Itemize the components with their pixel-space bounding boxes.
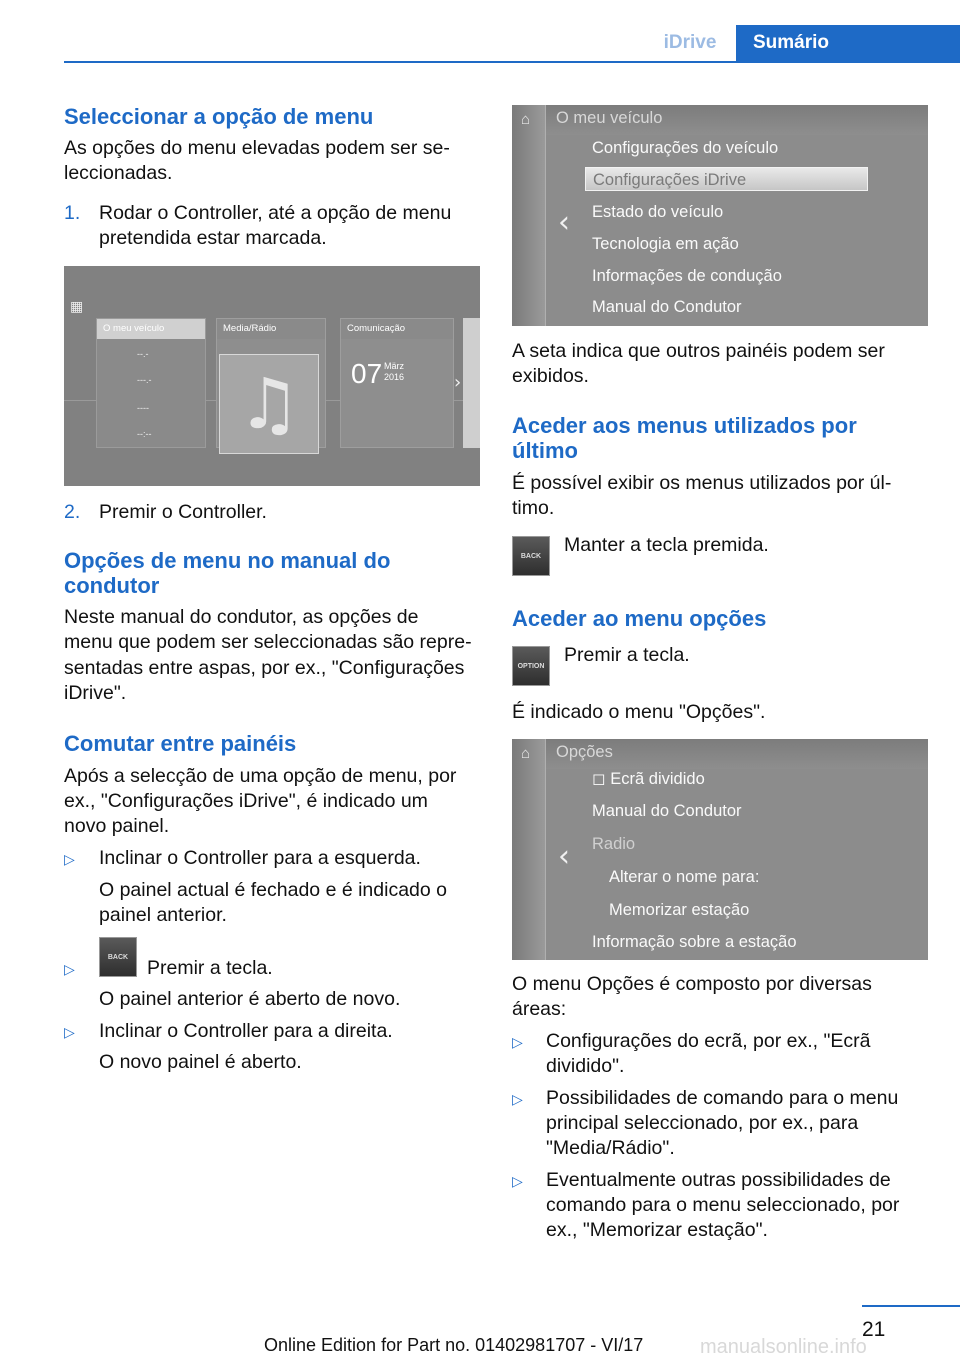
paragraph-last-l1: É possível exibir os menus utilizados por úl- [512, 472, 892, 494]
watermark: manualsonline.info [700, 1336, 867, 1358]
card-my-vehicle [96, 318, 206, 448]
footer-divider [862, 1305, 960, 1307]
menu-item: ◻ Ecrã dividido [592, 770, 705, 788]
paragraph-arrow-l1: A seta indica que outros painéis podem ser [512, 340, 885, 362]
step2-text: Premir o Controller. [99, 501, 267, 523]
menu-item-selected: Configurações iDrive [585, 167, 868, 191]
paragraph-arrow-l2: exibidos. [512, 365, 589, 387]
card-my-vehicle-title: O meu veículo [97, 319, 205, 339]
page-number: 21 [862, 1318, 886, 1341]
bullet3-sub: O novo painel é aberto. [99, 1051, 302, 1073]
paragraph-select-line2: leccionadas. [64, 162, 173, 184]
chevron-right-icon: › [454, 372, 462, 393]
bullet-icon: ▷ [512, 1034, 523, 1050]
date-month [384, 361, 404, 383]
bullet-icon: ▷ [64, 1024, 75, 1040]
heading-switch-panels: Comutar entre painéis [64, 731, 297, 756]
panels-icon: ▦ [70, 298, 84, 314]
rbullet2-l1: Possibilidades de comando para o menu [546, 1087, 899, 1109]
menu-item: Configurações do veículo [592, 139, 779, 157]
date-year: 2016 [384, 372, 405, 382]
menu-item: Alterar o nome para: [609, 868, 760, 886]
rbullet1-l1: Configurações do ecrã, por ex., "Ecrã [546, 1030, 871, 1052]
step-number-1: 1. [64, 202, 81, 224]
paragraph-options-l4: iDrive". [64, 682, 127, 704]
heading-menu-options-l1: Opções de menu no manual do [64, 548, 391, 573]
rbullet1-l2: dividido". [546, 1055, 625, 1077]
bullet-icon: ▷ [512, 1173, 523, 1189]
paragraph-switch-l3: novo painel. [64, 815, 170, 837]
bullet1-text: Inclinar o Controller para a esquerda. [99, 847, 421, 869]
home-icon: ⌂ [521, 111, 531, 128]
menu-item: Estado do veículo [592, 203, 724, 221]
header-divider [64, 61, 960, 63]
card-row-4: --:-- [137, 429, 152, 439]
back-key-icon: BACK [512, 536, 550, 576]
heading-last-menus-l2: último [512, 438, 578, 463]
rbullet3-l3: ex., "Memorizar estação". [546, 1219, 768, 1241]
date-month-name: März [384, 361, 404, 371]
option-key-icon: OPTION [512, 646, 550, 686]
screen-my-vehicle [512, 105, 928, 326]
card-row-3: ---- [137, 403, 149, 413]
card-communication-title: Comunicação [341, 319, 453, 339]
card-row-2: ---.- [137, 375, 152, 385]
paragraph-switch-l1: Após a selecção de uma opção de menu, por [64, 765, 457, 787]
chevron-left-icon: ‹ [558, 205, 570, 240]
idrive-panels-image [64, 266, 480, 486]
bullet-icon: ▷ [64, 851, 75, 867]
rbullet3-l2: comando para o menu seleccionado, por [546, 1194, 900, 1216]
heading-last-menus-l1: Aceder aos menus utilizados por [512, 413, 857, 438]
tab-idrive[interactable]: iDrive [663, 32, 717, 53]
step-number-2: 2. [64, 501, 81, 523]
bullet-icon: ▷ [512, 1091, 523, 1107]
paragraph-options-l3: sentadas entre aspas, por ex., "Configurações [64, 657, 465, 679]
menu-item: Memorizar estação [609, 901, 750, 919]
date-day: 07 [351, 358, 383, 389]
heading-options-menu: Aceder ao menu opções [512, 606, 767, 631]
back-key-icon: BACK [99, 937, 137, 977]
tab-sumario[interactable]: Sumário [736, 25, 960, 61]
paragraph-last-l2: timo. [512, 497, 555, 519]
bullet1-sub-l1: O painel actual é fechado e é indicado o [99, 879, 448, 901]
paragraph-areas-l1: O menu Opções é composto por diversas [512, 973, 872, 995]
rbullet2-l2: principal seleccionado, por ex., para [546, 1112, 859, 1134]
card-row-1: --.- [137, 349, 149, 359]
screen-title: O meu veículo [556, 109, 663, 127]
paragraph-options-shown: É indicado o menu "Opções". [512, 701, 766, 723]
heading-select-option: Seleccionar a opção de menu [64, 104, 374, 129]
heading-menu-options-l2: condutor [64, 573, 160, 598]
option-hint: Premir a tecla. [564, 644, 690, 666]
card-next [463, 318, 480, 448]
menu-item: Manual do Condutor [592, 802, 742, 820]
paragraph-switch-l2: ex., "Configurações iDrive", é indicado um [64, 790, 428, 812]
rbullet2-l3: "Media/Rádio". [546, 1137, 675, 1159]
screen-sidebar [512, 105, 546, 326]
step1-line2: pretendida estar marcada. [99, 227, 327, 249]
rbullet3-l1: Eventualmente outras possibilidades de [546, 1169, 891, 1191]
screen-options [512, 739, 928, 960]
music-note-icon: ♫ [219, 354, 319, 454]
step1-line1: Rodar o Controller, até a opção de menu [99, 202, 452, 224]
menu-item: Informação sobre a estação [592, 933, 797, 951]
bullet2-sub: O painel anterior é aberto de novo. [99, 988, 401, 1010]
home-icon: ⌂ [521, 745, 531, 762]
paragraph-options-l2: menu que podem ser seleccionadas são repre- [64, 631, 472, 653]
menu-item: Tecnologia em ação [592, 235, 739, 253]
bullet-icon: ▷ [64, 961, 75, 977]
screen-sidebar [512, 739, 546, 960]
bullet2-text: Premir a tecla. [147, 957, 273, 979]
bullet1-sub-l2: painel anterior. [99, 904, 227, 926]
paragraph-options-l1: Neste manual do condutor, as opções de [64, 606, 419, 628]
bullet3-text: Inclinar o Controller para a direita. [99, 1020, 393, 1042]
paragraph-select-line1: As opções do menu elevadas podem ser se- [64, 137, 450, 159]
back-hint: Manter a tecla premida. [564, 534, 769, 556]
chevron-left-icon: ‹ [558, 839, 570, 874]
card-media-title: Media/Rádio [217, 319, 325, 339]
edition-text: Online Edition for Part no. 01402981707 - VI/17 [264, 1335, 644, 1355]
menu-item: Manual do Condutor [592, 298, 742, 316]
paragraph-areas-l2: áreas: [512, 998, 567, 1020]
screen-title: Opções [556, 743, 613, 761]
menu-item: Informações de condução [592, 267, 782, 285]
menu-section-radio: Radio [592, 835, 636, 853]
